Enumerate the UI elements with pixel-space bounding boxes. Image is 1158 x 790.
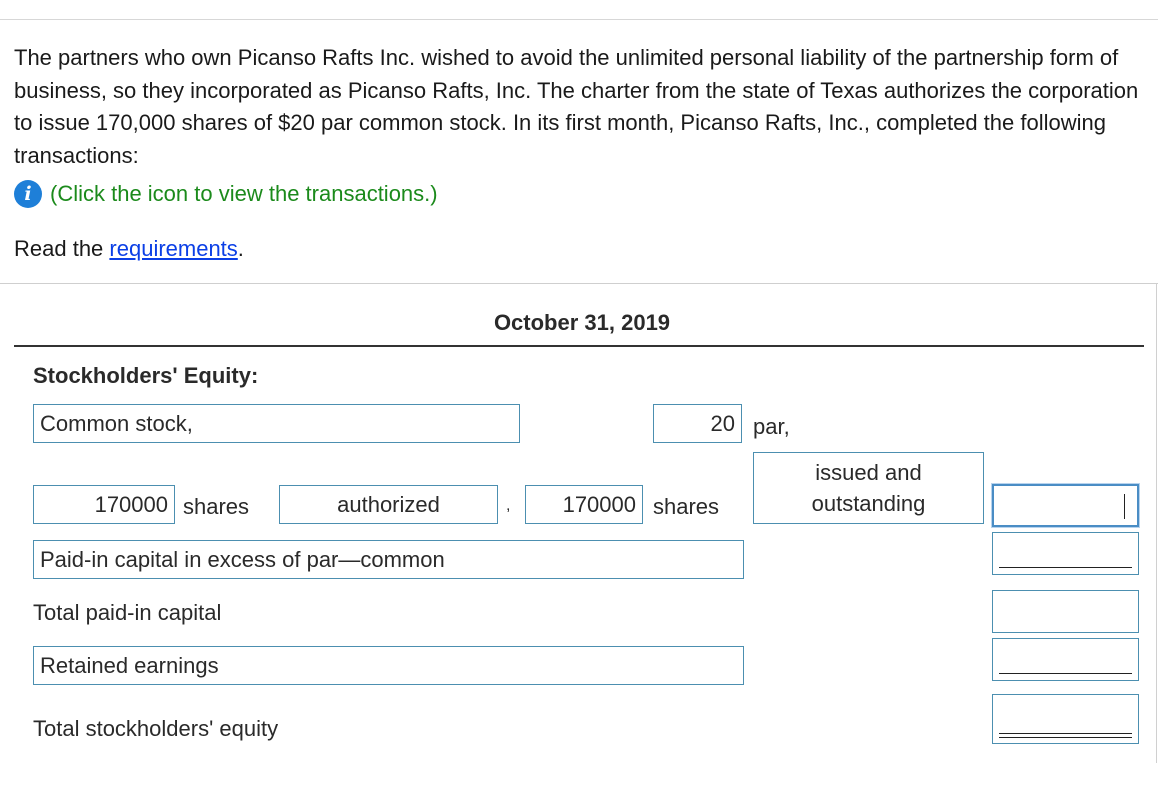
requirements-suffix: . [237,236,244,261]
issued-outstanding-label-field[interactable] [753,452,984,524]
authorized-label-field[interactable] [279,485,498,524]
statement-top-divider [0,283,1158,284]
requirements-link[interactable]: requirements [109,236,238,261]
par-value-field[interactable] [653,404,742,443]
problem-statement: The partners who own Picanso Rafts Inc. wished to avoid the unlimited personal liability of the partnership form of business, so they incorporated as Picanso Rafts, Inc. The charter from the state of Texas authorizes the corporation to issue 170,000 shares of $20 par common stock. In its first month, Picanso Rafts, Inc., completed the following transactions: [14,45,1139,168]
retained-earnings-amount-input[interactable] [992,638,1139,681]
common-stock-label-field[interactable] [33,404,520,443]
issued-label-line1: issued and [815,460,922,485]
par-label: par, [753,414,790,439]
shares-label-authorized: shares [183,494,250,519]
header-underline [14,345,1144,347]
total-paid-in-capital-amount-input[interactable] [992,590,1139,633]
shares-label-issued: shares [653,494,720,519]
transactions-info-row [14,178,438,210]
single-underline [999,567,1132,568]
transactions-link[interactable]: (Click the icon to view the transactions.) [50,181,438,206]
retained-earnings-label-field[interactable] [33,646,744,685]
common-stock-amount-input[interactable] [992,484,1139,527]
paid-in-capital-amount-input[interactable] [992,532,1139,575]
issued-label-line2: outstanding [811,491,926,516]
single-underline [999,673,1132,674]
statement-right-border [1156,283,1157,763]
total-stockholders-equity-amount-input[interactable] [992,694,1139,744]
comma-separator: , [506,497,511,514]
paid-in-capital-label-field[interactable] [33,540,744,579]
total-stockholders-equity-label: Total stockholders' equity [33,716,279,741]
section-title: Stockholders' Equity: [33,363,259,388]
double-underline-bottom [999,737,1132,738]
total-paid-in-capital-label: Total paid-in capital [33,600,222,625]
authorized-shares-field[interactable] [33,485,175,524]
requirements-line [14,236,244,262]
double-underline-top [999,733,1132,734]
requirements-prefix: Read the [14,236,110,261]
top-divider [0,19,1158,20]
issued-shares-field[interactable] [525,485,643,524]
statement-date: October 31, 2019 [493,310,671,335]
text-caret [1124,494,1125,519]
info-icon[interactable]: i [14,180,42,208]
